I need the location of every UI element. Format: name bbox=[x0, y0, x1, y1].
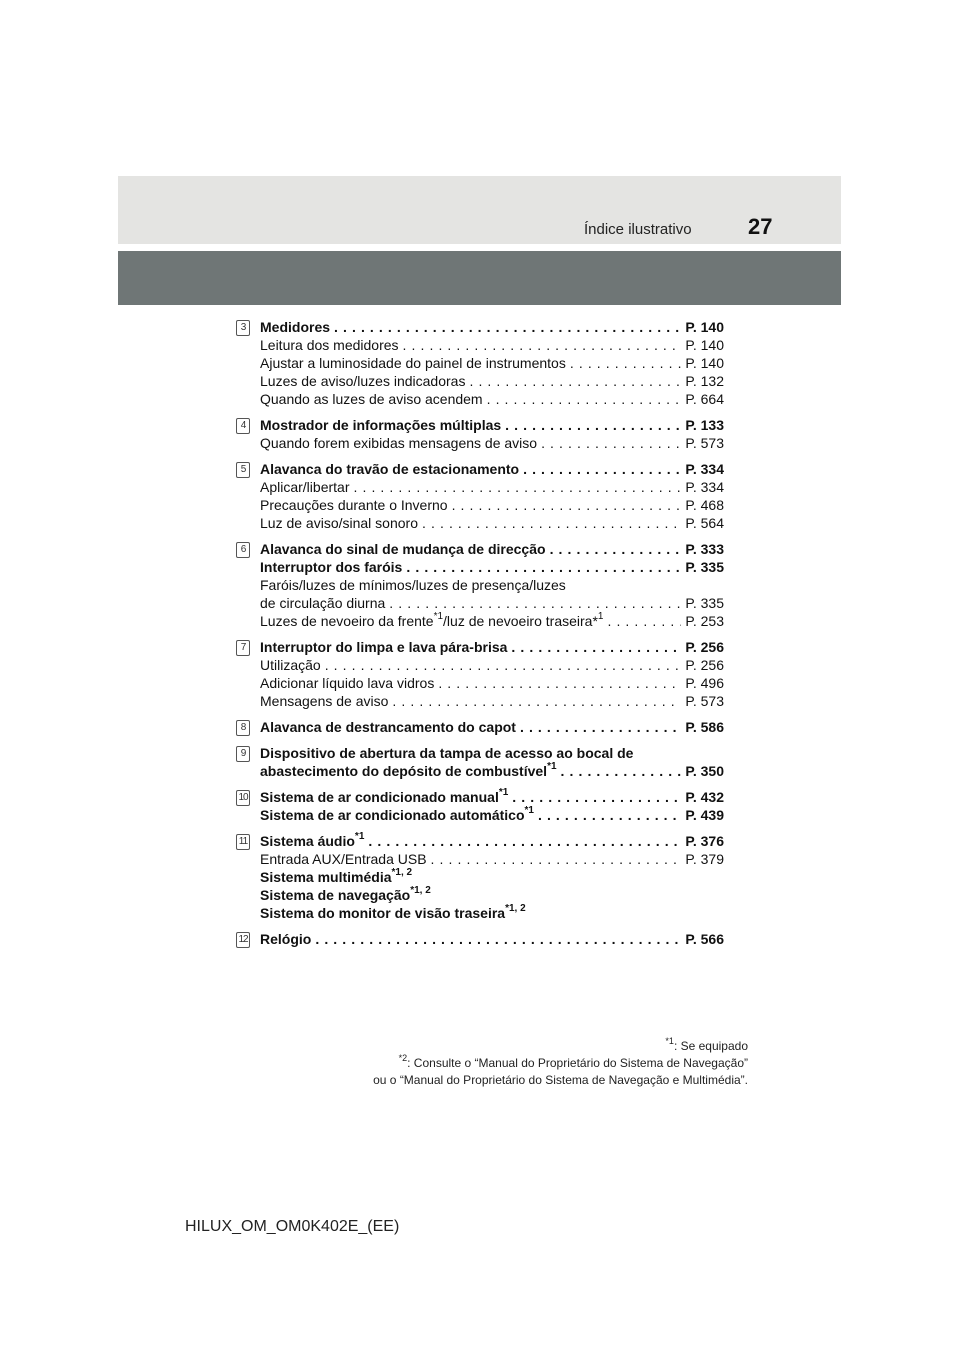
entry-label bbox=[260, 692, 388, 710]
entry-text: Sistema do monitor de visão traseira bbox=[260, 905, 506, 921]
entry-label bbox=[260, 434, 537, 452]
dot-leader bbox=[607, 612, 681, 630]
entry-footnote-mark: *1, 2 bbox=[391, 867, 413, 879]
header-band bbox=[118, 176, 841, 244]
entry-footnote-mark: *1, 2 bbox=[505, 903, 526, 915]
dot-leader bbox=[389, 594, 681, 612]
entry-label bbox=[260, 558, 402, 576]
footnote-text: : Consulte o “Manual do Proprietário do Sistema de Navegação” bbox=[407, 1056, 748, 1070]
index-entry[interactable] bbox=[260, 638, 724, 656]
entry-label bbox=[260, 372, 465, 390]
page-reference[interactable]: P. 256 bbox=[685, 657, 724, 673]
entry-text: Sistema multimédia bbox=[260, 869, 392, 885]
entry-text: Alavanca de destrancamento do capot bbox=[260, 719, 516, 735]
page-reference[interactable]: P. 376 bbox=[685, 833, 724, 849]
entry-label bbox=[260, 674, 434, 692]
section-marker: 4 bbox=[236, 418, 250, 434]
entry-footnote-mark: *1 bbox=[433, 611, 444, 623]
entry-text-continued: /luz de nevoeiro traseira* bbox=[443, 613, 598, 629]
index-entry[interactable] bbox=[260, 718, 724, 736]
entry-text: Alavanca do travão de estacionamento bbox=[260, 461, 520, 477]
entry-label bbox=[260, 390, 483, 408]
entry-label bbox=[260, 762, 557, 780]
index-entry[interactable] bbox=[260, 416, 724, 434]
footnote-text: ou o “Manual do Proprietário do Sistema de Navegação e Multimédia”. bbox=[373, 1073, 748, 1087]
index-entry[interactable] bbox=[260, 390, 724, 408]
index-section bbox=[236, 788, 724, 824]
dot-leader bbox=[353, 478, 681, 496]
index-entry[interactable] bbox=[260, 832, 724, 850]
entry-footnote-mark: *1 bbox=[524, 805, 534, 817]
page-reference[interactable]: P. 496 bbox=[685, 675, 724, 691]
index-section bbox=[236, 832, 724, 922]
entry-footnote-mark: 1 bbox=[597, 611, 604, 623]
entry-label bbox=[260, 832, 364, 850]
entry-text: Quando as luzes de aviso acendem bbox=[260, 391, 483, 407]
dot-leader bbox=[511, 638, 681, 656]
index-entry[interactable] bbox=[260, 558, 724, 576]
page-reference[interactable]: P. 432 bbox=[685, 789, 724, 805]
dot-leader bbox=[469, 372, 681, 390]
index-entry[interactable] bbox=[260, 806, 724, 824]
dot-leader bbox=[550, 540, 682, 558]
dot-leader bbox=[452, 496, 682, 514]
dot-leader bbox=[561, 762, 682, 780]
index-entry[interactable] bbox=[260, 594, 724, 612]
entry-label bbox=[260, 514, 418, 532]
index-entry[interactable] bbox=[260, 318, 724, 336]
entry-text: Faróis/luzes de mínimos/luzes de presença/luzes bbox=[260, 577, 566, 593]
header-dark-band bbox=[118, 251, 841, 305]
entry-text: Alavanca do sinal de mudança de direcção bbox=[260, 541, 546, 557]
entry-label bbox=[260, 806, 534, 824]
entry-label bbox=[260, 354, 566, 372]
dot-leader bbox=[403, 336, 682, 354]
footnote-text: : Se equipado bbox=[673, 1039, 748, 1053]
page-reference[interactable]: P. 333 bbox=[685, 541, 724, 557]
section-marker: 5 bbox=[236, 462, 250, 478]
entry-text: Luzes de nevoeiro da frente bbox=[260, 613, 434, 629]
dot-leader bbox=[438, 674, 681, 692]
index-entry[interactable] bbox=[260, 886, 724, 904]
dot-leader bbox=[431, 850, 682, 868]
entry-footnote-mark: *1, 2 bbox=[410, 885, 431, 897]
entry-label bbox=[260, 460, 519, 478]
index-entry[interactable] bbox=[260, 540, 724, 558]
page-reference[interactable]: P. 439 bbox=[685, 807, 724, 823]
entry-footnote-mark: *1 bbox=[498, 787, 509, 799]
page-reference[interactable]: P. 573 bbox=[685, 435, 724, 451]
index-entry[interactable] bbox=[260, 372, 724, 390]
page-reference[interactable]: P. 133 bbox=[685, 417, 724, 433]
section-marker: 8 bbox=[236, 720, 250, 736]
entry-text: Sistema de navegação bbox=[260, 887, 411, 903]
dot-leader bbox=[523, 460, 681, 478]
page-reference[interactable]: P. 140 bbox=[685, 355, 724, 371]
entry-footnote-mark: *1 bbox=[547, 761, 557, 773]
entry-text: Sistema áudio bbox=[260, 833, 355, 849]
entry-text: Dispositivo de abertura da tampa de acesso ao bocal de bbox=[260, 745, 634, 761]
entry-label bbox=[260, 850, 427, 868]
page-reference[interactable]: P. 664 bbox=[685, 391, 724, 407]
page-reference[interactable]: P. 379 bbox=[685, 851, 724, 867]
page-reference[interactable]: P. 564 bbox=[685, 515, 724, 531]
dot-leader bbox=[570, 354, 681, 372]
page-title: Índice ilustrativo bbox=[584, 221, 692, 238]
index-entry[interactable] bbox=[260, 496, 724, 514]
entry-label bbox=[260, 638, 507, 656]
entry-text: Utilização bbox=[260, 657, 321, 673]
index-entry[interactable] bbox=[260, 354, 724, 372]
page-reference[interactable]: P. 334 bbox=[685, 461, 724, 477]
entry-text: Precauções durante o Inverno bbox=[260, 497, 448, 513]
index-entry[interactable] bbox=[260, 762, 724, 780]
section-marker: 11 bbox=[236, 834, 250, 850]
section-marker: 7 bbox=[236, 640, 250, 656]
dot-leader bbox=[538, 806, 681, 824]
index-section bbox=[236, 540, 724, 630]
index-entry[interactable] bbox=[260, 868, 724, 886]
dot-leader bbox=[512, 788, 681, 806]
index-section bbox=[236, 318, 724, 408]
page-reference[interactable]: P. 468 bbox=[685, 497, 724, 513]
page-reference[interactable]: P. 335 bbox=[685, 595, 724, 611]
index-section bbox=[236, 416, 724, 452]
dot-leader bbox=[368, 832, 681, 850]
index-entry[interactable] bbox=[260, 788, 724, 806]
entry-footnote-mark: *1 bbox=[354, 831, 365, 843]
entry-label bbox=[260, 416, 501, 434]
entry-label bbox=[260, 718, 516, 736]
page-reference[interactable]: P. 334 bbox=[685, 479, 724, 495]
page-reference[interactable]: P. 335 bbox=[685, 559, 724, 575]
page-number: 27 bbox=[748, 214, 773, 239]
entry-label bbox=[260, 656, 321, 674]
page-reference[interactable]: P. 140 bbox=[685, 319, 724, 335]
page-reference[interactable]: P. 350 bbox=[685, 763, 724, 779]
entry-label bbox=[260, 788, 508, 806]
entry-text: Luzes de aviso/luzes indicadoras bbox=[260, 373, 466, 389]
index-entry[interactable] bbox=[260, 692, 724, 710]
entry-text: Sistema de ar condicionado automático bbox=[260, 807, 525, 823]
footnote-mark: *2 bbox=[398, 1053, 408, 1063]
index-entry[interactable] bbox=[260, 656, 724, 674]
page-reference[interactable]: P. 140 bbox=[685, 337, 724, 353]
index-entry[interactable] bbox=[260, 478, 724, 496]
section-marker: 3 bbox=[236, 320, 250, 336]
entry-label bbox=[260, 336, 399, 354]
entry-text: Entrada AUX/Entrada USB bbox=[260, 851, 427, 867]
index-entry[interactable] bbox=[260, 930, 724, 948]
entry-text: Adicionar líquido lava vidros bbox=[260, 675, 435, 691]
entry-label bbox=[260, 745, 633, 761]
entry-label bbox=[260, 577, 566, 593]
section-marker: 12 bbox=[236, 932, 250, 948]
dot-leader bbox=[334, 318, 681, 336]
entry-text: Quando forem exibidas mensagens de aviso bbox=[260, 435, 538, 451]
footnotes bbox=[373, 1038, 748, 1089]
section-marker: 9 bbox=[236, 746, 250, 762]
section-marker: 10 bbox=[236, 790, 250, 806]
entry-text: Interruptor dos faróis bbox=[260, 559, 403, 575]
dot-leader bbox=[406, 558, 681, 576]
entry-label bbox=[260, 318, 330, 336]
entry-label bbox=[260, 887, 431, 903]
entry-label bbox=[260, 612, 603, 630]
index-section bbox=[236, 460, 724, 532]
index-section bbox=[236, 930, 724, 948]
footnote-line bbox=[373, 1072, 748, 1089]
entry-text: Relógio bbox=[260, 931, 312, 947]
dot-leader bbox=[505, 416, 681, 434]
document-code: HILUX_OM_OM0K402E_(EE) bbox=[185, 1218, 400, 1235]
entry-label bbox=[260, 496, 448, 514]
index-entry[interactable] bbox=[260, 514, 724, 532]
index-entry[interactable] bbox=[260, 904, 724, 922]
index-entry[interactable] bbox=[260, 850, 724, 868]
dot-leader bbox=[315, 930, 681, 948]
footnote-mark: *1 bbox=[665, 1036, 674, 1046]
index-section bbox=[236, 744, 724, 780]
index-section bbox=[236, 638, 724, 710]
entry-label bbox=[260, 905, 526, 921]
footnote-line bbox=[373, 1055, 748, 1072]
entry-label bbox=[260, 869, 412, 885]
index-entry[interactable] bbox=[260, 744, 724, 762]
entry-text: Aplicar/libertar bbox=[260, 479, 350, 495]
entry-text: Mostrador de informações múltiplas bbox=[260, 417, 502, 433]
entry-label bbox=[260, 478, 349, 496]
entry-text: Interruptor do limpa e lava pára-brisa bbox=[260, 639, 508, 655]
page-reference[interactable]: P. 256 bbox=[685, 639, 724, 655]
index-entry[interactable] bbox=[260, 460, 724, 478]
dot-leader bbox=[487, 390, 682, 408]
index-entry[interactable] bbox=[260, 336, 724, 354]
index-entry[interactable] bbox=[260, 674, 724, 692]
page-reference[interactable]: P. 573 bbox=[685, 693, 724, 709]
entry-label bbox=[260, 594, 385, 612]
entry-text: de circulação diurna bbox=[260, 595, 386, 611]
index-content bbox=[236, 318, 724, 956]
page-reference[interactable]: P. 132 bbox=[685, 373, 724, 389]
dot-leader bbox=[422, 514, 681, 532]
index-section bbox=[236, 718, 724, 736]
entry-label bbox=[260, 540, 546, 558]
page-reference[interactable]: P. 566 bbox=[685, 931, 724, 947]
entry-text: abastecimento do depósito de combustível bbox=[260, 763, 548, 779]
entry-text: Luz de aviso/sinal sonoro bbox=[260, 515, 418, 531]
entry-label bbox=[260, 930, 311, 948]
page-reference[interactable]: P. 253 bbox=[685, 613, 724, 629]
dot-leader bbox=[520, 718, 681, 736]
index-entry[interactable] bbox=[260, 612, 724, 630]
footnote-line bbox=[373, 1038, 748, 1055]
section-marker: 6 bbox=[236, 542, 250, 558]
dot-leader bbox=[325, 656, 682, 674]
entry-text: Ajustar a luminosidade do painel de instrumentos bbox=[260, 355, 566, 371]
dot-leader bbox=[392, 692, 681, 710]
dot-leader bbox=[541, 434, 681, 452]
entry-text: Mensagens de aviso bbox=[260, 693, 389, 709]
index-entry[interactable] bbox=[260, 576, 724, 594]
page-reference[interactable]: P. 586 bbox=[685, 719, 724, 735]
entry-text: Sistema de ar condicionado manual bbox=[260, 789, 499, 805]
entry-text: Leitura dos medidores bbox=[260, 337, 399, 353]
index-entry[interactable] bbox=[260, 434, 724, 452]
entry-text: Medidores bbox=[260, 319, 331, 335]
